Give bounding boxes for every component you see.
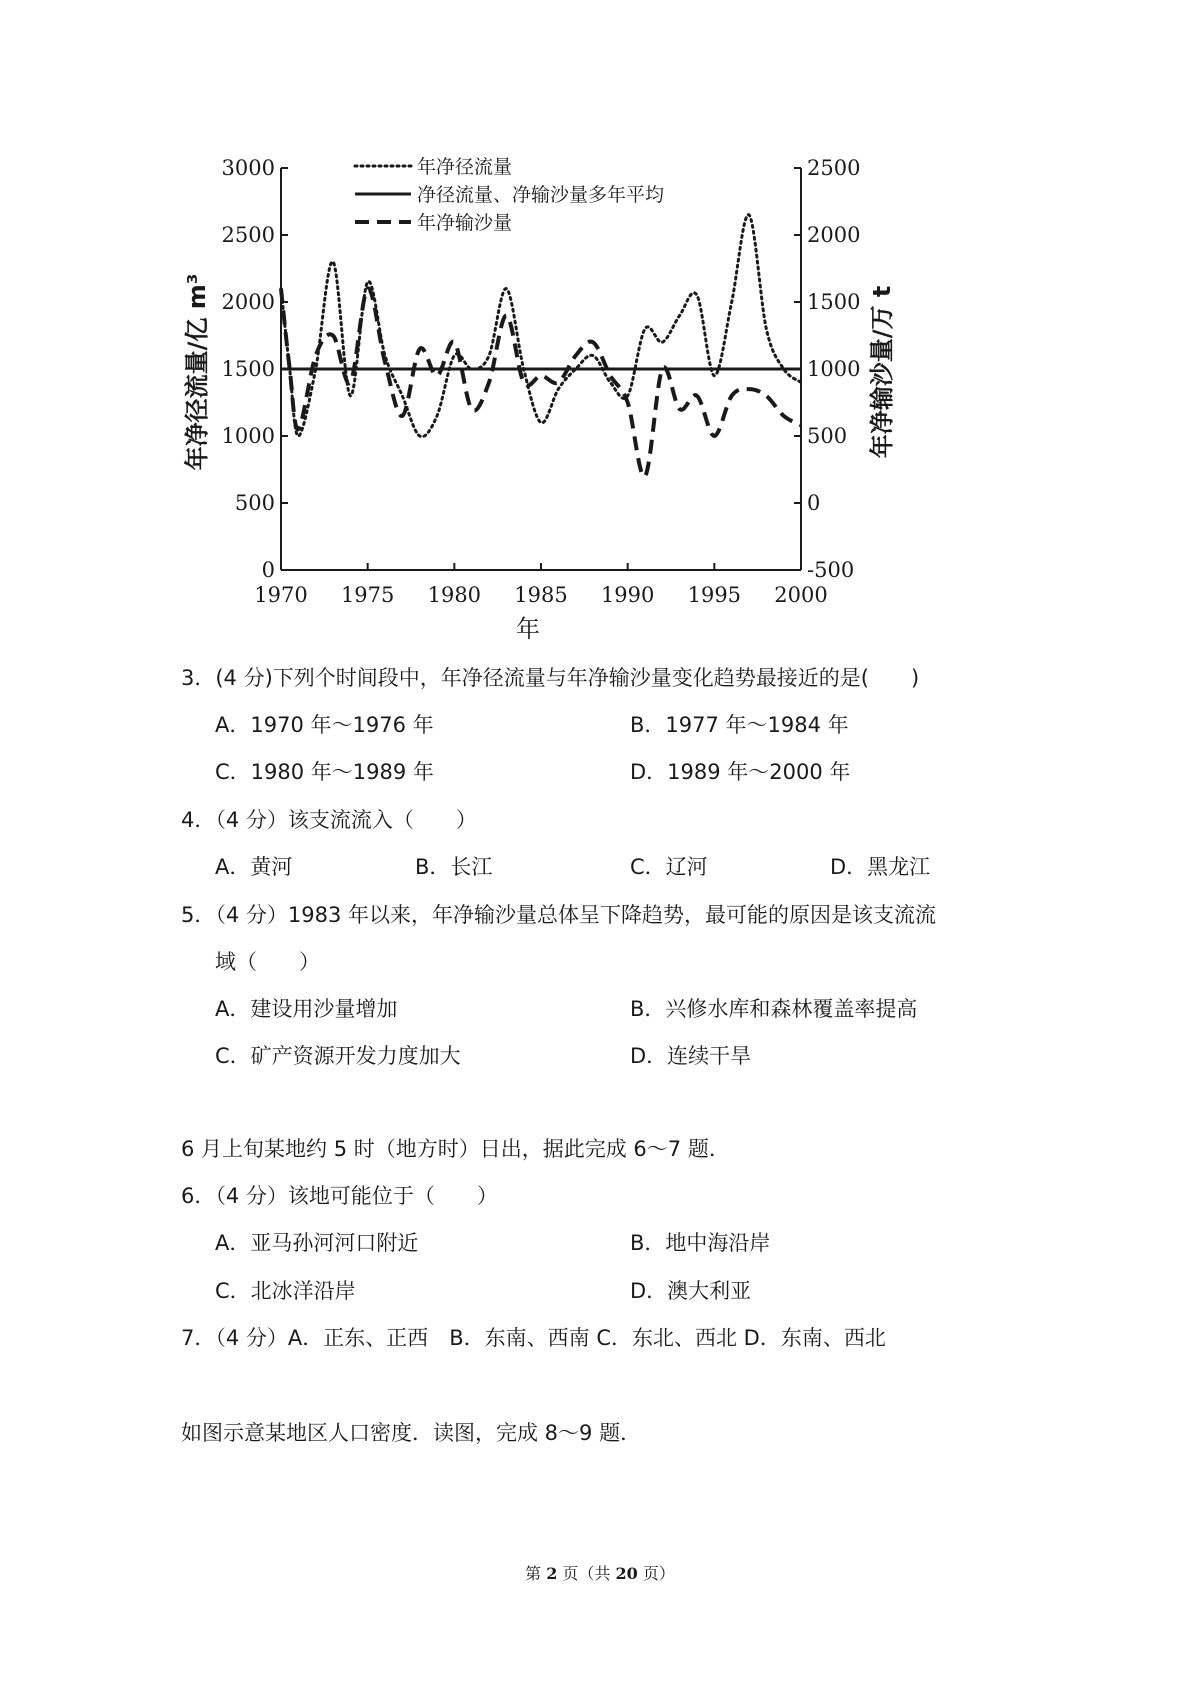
left-y-tick-label: 1500: [221, 357, 275, 381]
x-tick-label: 1990: [600, 583, 655, 607]
series-line-3: [281, 288, 801, 476]
footer-suffix: 页）: [642, 1564, 675, 1583]
x-axis-label: 年: [516, 615, 540, 643]
legend-label-3: 年净输沙量: [417, 212, 513, 234]
right-y-tick-label: 500: [807, 424, 848, 448]
q4-option-a: A．黄河: [215, 855, 293, 879]
right-y-tick-label: -500: [807, 558, 855, 582]
q3-option-d: D．1989 年～2000 年: [630, 760, 851, 784]
legend-label-1: 年净径流量: [417, 156, 513, 178]
q6-option-c: C．北冰洋沿岸: [215, 1279, 356, 1303]
left-y-tick-label: 500: [234, 491, 275, 515]
legend-label-2: 净径流量、净输沙量多年平均: [417, 184, 665, 206]
right-y-tick-label: 2000: [807, 223, 861, 247]
q5-option-b: B．兴修水库和森林覆盖率提高: [630, 997, 918, 1021]
q3-option-c: C．1980 年～1989 年: [215, 760, 434, 784]
question-4-stem: 4．（4 分）该支流流入（ ）: [181, 808, 477, 832]
footer-total-pages: 20: [615, 1564, 638, 1583]
footer-prefix: 第: [525, 1564, 542, 1583]
right-y-tick-label: 0: [807, 491, 821, 515]
intro-questions-8-9: 如图示意某地区人口密度．读图，完成 8～9 题．: [181, 1421, 642, 1445]
question-6-stem: 6．（4 分）该地可能位于（ ）: [181, 1184, 498, 1208]
x-tick-label: 1985: [514, 583, 568, 607]
left-y-tick-label: 1000: [221, 424, 275, 448]
x-tick-label: 1970: [254, 583, 308, 607]
intro-questions-6-7: 6 月上旬某地约 5 时（地方时）日出，据此完成 6～7 题．: [181, 1137, 730, 1161]
right-axis-label: 年净输沙量/万 t: [868, 285, 896, 459]
q6-option-a: A．亚马孙河河口附近: [215, 1231, 419, 1255]
left-y-tick-label: 2000: [221, 290, 275, 314]
runoff-sediment-chart: [0, 0, 1200, 660]
q5-option-a: A．建设用沙量增加: [215, 997, 398, 1021]
chart-legend: [355, 156, 664, 234]
q5-option-c: C．矿产资源开发力度加大: [215, 1044, 461, 1068]
q3-option-b: B．1977 年～1984 年: [630, 713, 849, 737]
q4-option-c: C．辽河: [630, 855, 708, 879]
page-footer: [0, 1561, 1200, 1584]
left-y-tick-label: 0: [261, 558, 275, 582]
footer-mid: 页（共: [562, 1564, 611, 1583]
question-5-stem-continued: 域（ ）: [215, 950, 320, 974]
x-tick-label: 1975: [340, 583, 395, 607]
x-tick-label: 1980: [427, 583, 482, 607]
q4-option-b: B．长江: [415, 855, 493, 879]
q6-option-d: D．澳大利亚: [630, 1279, 752, 1303]
q5-option-d: D．连续干旱: [630, 1044, 752, 1068]
q4-option-d: D．黑龙江: [830, 855, 931, 879]
question-3-stem: 3．(4 分)下列个时间段中，年净径流量与年净输沙量变化趋势最接近的是( ): [181, 666, 920, 690]
right-y-tick-label: 1500: [807, 290, 861, 314]
question-5-stem: 5．（4 分）1983 年以来，年净输沙量总体呈下降趋势，最可能的原因是该支流流: [181, 903, 937, 927]
footer-page-number: 2: [546, 1564, 558, 1583]
left-axis-label: 年净径流量/亿 m³: [183, 273, 211, 471]
x-tick-label: 1995: [687, 583, 742, 607]
right-y-tick-label: 1000: [807, 357, 861, 381]
left-y-tick-label: 2500: [221, 223, 275, 247]
q6-option-b: B．地中海沿岸: [630, 1231, 771, 1255]
left-y-tick-label: 3000: [221, 156, 275, 180]
question-7: 7．（4 分）A．正东、正西 B．东南、西南 C．东北、西北 D．东南、西北: [181, 1326, 886, 1350]
q3-option-a: A．1970 年～1976 年: [215, 713, 434, 737]
x-tick-label: 2000: [774, 583, 828, 607]
right-y-tick-label: 2500: [807, 156, 861, 180]
